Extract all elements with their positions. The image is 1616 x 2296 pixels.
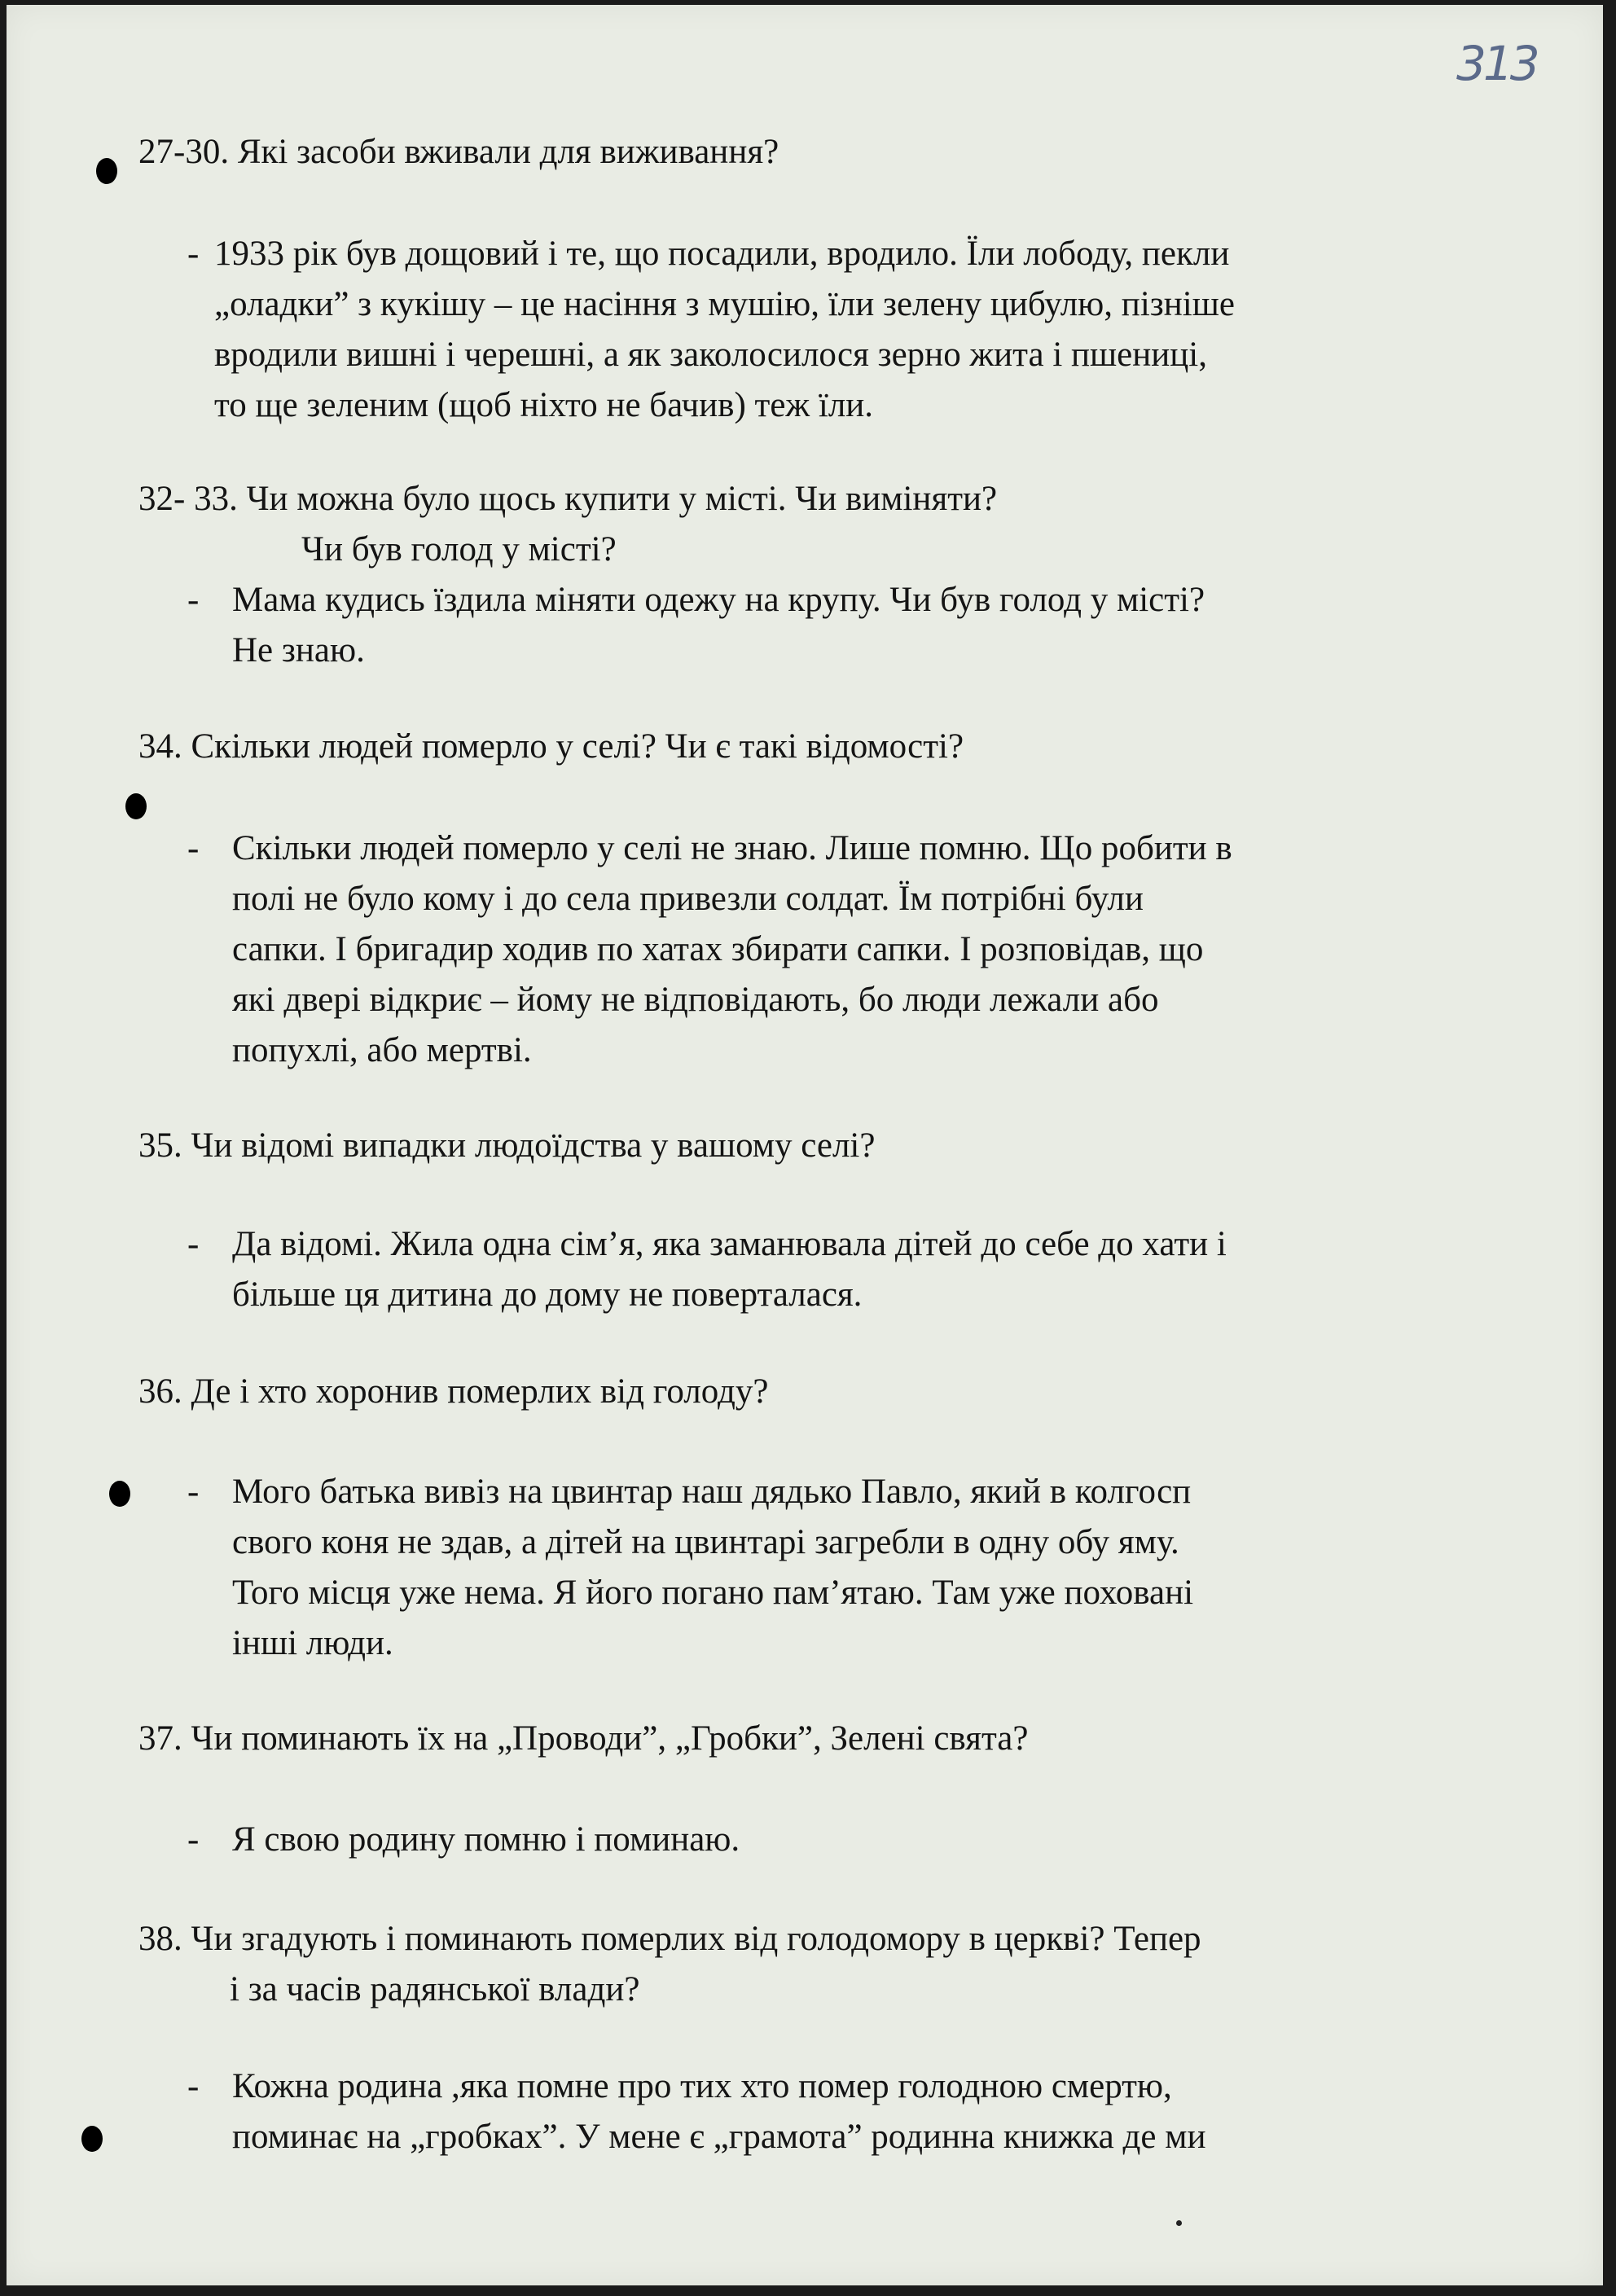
answer-line: Скільки людей померло у селі не знаю. Лише помню. Що робити в (232, 829, 1232, 867)
question-line: 32- 33. Чи можна було щось купити у місті. Чи виміняти? (138, 480, 998, 518)
answer-line: Мого батька вивіз на цвинтар наш дядько Павло, який в колгосп (232, 1473, 1192, 1511)
punch-hole-3 (109, 1481, 130, 1507)
answer-line: інші люди. (232, 1624, 393, 1662)
answer-line: свого коня не здав, а дітей на цвинтарі загребли в одну обу яму. (232, 1523, 1179, 1561)
question-27-30 (138, 127, 779, 178)
answer-line: „оладки” з кукішу – це насіння з мушію, їли зелену цибулю, пізніше (214, 285, 1235, 323)
question-line: Чи був голод у місті? (301, 530, 617, 569)
answer-38 (187, 2061, 1205, 2162)
answer-line: Мама кудись їздила міняти одежу на крупу. Чи був голод у місті? (232, 581, 1205, 619)
answer-dash: - (187, 1473, 200, 1511)
answer-37 (187, 1815, 740, 1865)
answer-line: Кожна родина ,яка помне про тих хто помер голодною смертю, (232, 2067, 1172, 2105)
question-line: 36. Де і хто хоронив померлих від голоду? (138, 1372, 769, 1411)
answer-line: які двері відкриє – йому не відповідають, бо люди лежали або (232, 981, 1159, 1019)
answer-dash: - (187, 829, 200, 867)
answer-line: Я свою родину помню і поминаю. (232, 1820, 740, 1859)
answer-dash: - (187, 1225, 200, 1263)
document-page (7, 5, 1603, 2285)
question-37 (138, 1714, 1028, 1764)
answer-32-33 (187, 575, 1205, 676)
answer-line: Да відомі. Жила одна сім’я, яка заманювала дітей до себе до хати і (232, 1225, 1227, 1263)
answer-line: вродили вишні і черешні, а як заколосилося зерно жита і пшениці, (214, 336, 1207, 374)
question-line: 27-30. Які засоби вживали для виживання? (138, 133, 779, 171)
answer-line: 1933 рік був дощовий і те, що посадили, вродило. Їли лободу, пекли (214, 235, 1230, 273)
answer-35 (187, 1219, 1227, 1320)
question-34 (138, 722, 964, 772)
page-number: 313 (1456, 36, 1537, 91)
answer-34 (187, 823, 1232, 1076)
question-line: 38. Чи згадують і поминають померлих від голодомору в церкві? Тепер (138, 1920, 1201, 1958)
answer-line: полі не було кому і до села привезли солдат. Їм потрібні були (232, 880, 1144, 918)
question-32-33 (138, 474, 997, 575)
punch-hole-2 (125, 793, 147, 819)
question-line: 37. Чи поминають їх на „Проводи”, „Гробки”, Зелені свята? (138, 1719, 1029, 1758)
answer-dash: - (187, 1820, 200, 1859)
answer-27-30 (187, 229, 1235, 431)
answer-dash: - (187, 235, 200, 273)
answer-line: сапки. І бригадир ходив по хатах збирати сапки. І розповідав, що (232, 930, 1204, 968)
answer-line: Того місця уже нема. Я його погано пам’ятаю. Там уже поховані (232, 1574, 1194, 1612)
answer-dash: - (187, 2067, 200, 2105)
question-35 (138, 1121, 875, 1171)
question-38 (138, 1914, 1201, 2015)
answer-line: то ще зеленим (щоб ніхто не бачив) теж їли. (214, 386, 874, 424)
answer-line: поминає на „гробках”. У мене є „грамота” родинна книжка де ми (232, 2118, 1206, 2156)
answer-line: Не знаю. (232, 631, 365, 669)
scan-speck (1176, 2220, 1182, 2226)
punch-hole-1 (96, 158, 117, 184)
answer-36 (187, 1467, 1193, 1669)
answer-line: попухлі, або мертві. (232, 1031, 532, 1069)
punch-hole-4 (81, 2126, 103, 2152)
question-line: 34. Скільки людей померло у селі? Чи є такі відомості? (138, 727, 964, 766)
answer-line: більше ця дитина до дому не поверталася. (232, 1275, 863, 1314)
answer-dash: - (187, 581, 200, 619)
question-line: і за часів радянської влади? (230, 1970, 640, 2008)
question-36 (138, 1367, 768, 1417)
question-line: 35. Чи відомі випадки людоїдства у вашому селі? (138, 1126, 876, 1165)
